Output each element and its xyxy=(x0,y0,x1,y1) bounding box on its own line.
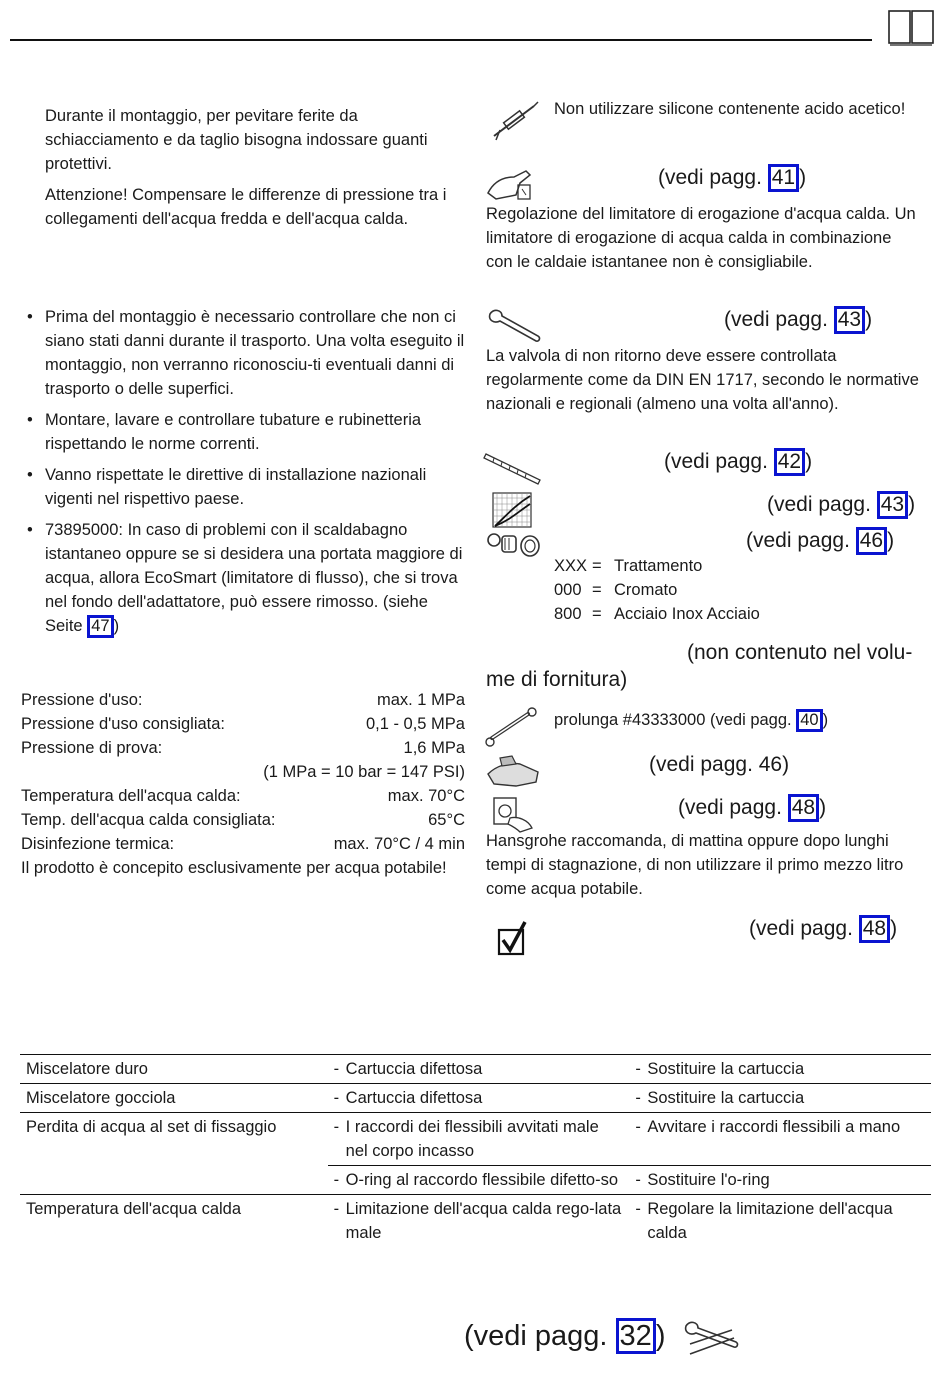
not-included-line-2: me di fornitura) xyxy=(486,668,628,691)
legend-name: Trattamento xyxy=(614,557,703,575)
page-ref-46[interactable]: 46 xyxy=(856,527,887,555)
spec-value: 0,1 - 0,5 MPa xyxy=(365,715,465,733)
page-ref-line-46 xyxy=(746,527,894,555)
ruler-icon xyxy=(484,450,542,486)
limiter-text: Regolazione del limitatore di erogazione d'acqua calda. Un limitatore di erogazione di acqua calda in combinazione con le caldaie istantanee non è consigliabile. xyxy=(486,205,916,271)
spec-label: Pressione d'uso consigliata: xyxy=(21,715,226,733)
problem-cell xyxy=(20,1166,328,1195)
extension-tool-icon xyxy=(486,708,542,750)
cause-text: Limitazione dell'acqua calda rego-lata male xyxy=(345,1200,622,1242)
close-paren: ) xyxy=(822,711,829,729)
spec-row xyxy=(21,760,465,784)
spec-row xyxy=(21,736,465,760)
extension-text: prolunga #43333000 (vedi pagg. xyxy=(554,711,797,729)
spec-label: Disinfezione termica: xyxy=(21,835,175,853)
remedy-cell: - Regolare la limitazione dell'acqua calda xyxy=(629,1195,931,1248)
table-row xyxy=(20,1055,931,1084)
list-item: • Prima del montaggio è necessario controllare che non ci siano stati danni durante il trasporto. Una volta eseguito il montaggio, non verranno riconosciu-ti eventuali danni di trasporto o delle superfici. xyxy=(21,305,467,401)
page-ref-42[interactable]: 42 xyxy=(774,448,805,476)
safety-text xyxy=(45,104,465,231)
remedy-cell: - Sostituire la cartuccia xyxy=(629,1084,931,1113)
page-ref-48[interactable]: 48 xyxy=(788,794,819,822)
table-row xyxy=(20,1166,931,1195)
page-ref-line-42 xyxy=(664,448,812,476)
legend-row xyxy=(554,554,854,578)
vedi-text: (vedi pagg. xyxy=(724,308,834,331)
safety-paragraph-gloves: Durante il montaggio, per pevitare ferite da schiacciamento e da taglio bisogna indossare guanti protettivi. xyxy=(45,107,428,173)
legend-code: 800 xyxy=(554,605,582,623)
potable-note: Il prodotto è concepito esclusivamente per acqua potabile! xyxy=(21,859,447,877)
cause-cell: - Limitazione dell'acqua calda rego-lata male xyxy=(328,1195,630,1248)
list-item xyxy=(21,518,467,638)
table-row xyxy=(20,1084,931,1113)
legend-row xyxy=(554,602,854,626)
page-ref-line-43a xyxy=(724,306,872,334)
close-paren: ) xyxy=(799,166,807,189)
spec-value: max. 70°C xyxy=(387,787,465,805)
page-ref-line-43b xyxy=(767,491,915,519)
legend-code: XXX xyxy=(554,557,588,575)
problem-cell: Temperatura dell'acqua calda xyxy=(20,1195,328,1248)
close-paren: ) xyxy=(887,529,895,552)
legend-name: Acciaio Inox Acciaio xyxy=(614,605,760,623)
spec-value: max. 70°C / 4 min xyxy=(333,835,465,853)
remedy-cell: - Avvitare i raccordi flessibili a mano xyxy=(629,1113,931,1166)
close-paren: ) xyxy=(865,308,873,331)
cause-text: O-ring al raccordo flessibile difetto-so xyxy=(345,1171,619,1189)
table-row xyxy=(20,1113,931,1166)
vedi-text: (vedi pagg. xyxy=(464,1320,616,1352)
page-ref-43[interactable]: 43 xyxy=(877,491,908,519)
cause-text: Cartuccia difettosa xyxy=(345,1089,483,1107)
remedy-text: Regolare la limitazione dell'acqua calda xyxy=(647,1200,893,1242)
cause-cell: - I raccordi dei flessibili avvitati male nel corpo incasso xyxy=(328,1113,630,1166)
spec-label: Temp. dell'acqua calda consigliata: xyxy=(21,811,276,829)
silicone-note: Non utilizzare silicone contenente acido acetico! xyxy=(554,100,906,118)
spec-row xyxy=(21,784,465,808)
close-paren: ) xyxy=(113,617,120,635)
spec-row xyxy=(21,808,465,832)
cleaning-page-ref: (vedi pagg. 46) xyxy=(649,753,790,776)
list-item: • Montare, lavare e controllare tubature e rubinetteria rispettando le norme correnti. xyxy=(21,408,467,456)
safety-paragraph-pressure: Attenzione! Compensare le differenze di pressione tra i collegamenti dell'acqua fredda e dell'acqua calda. xyxy=(45,186,447,228)
vedi-text: (vedi pagg. xyxy=(664,450,774,473)
hand-limiter-icon xyxy=(486,163,534,203)
cause-cell: - Cartuccia difettosa xyxy=(328,1084,630,1113)
vedi-text: (vedi pagg. xyxy=(767,493,877,516)
spec-row xyxy=(21,688,465,712)
vedi-text: (vedi pagg. xyxy=(749,917,859,940)
problem-cell: Perdita di acqua al set di fissaggio xyxy=(20,1113,328,1166)
cause-text: I raccordi dei flessibili avvitati male nel corpo incasso xyxy=(345,1118,599,1160)
close-paren: ) xyxy=(819,796,827,819)
spec-value: max. 1 MPa xyxy=(376,691,465,709)
page-ref-41[interactable]: 41 xyxy=(768,164,799,192)
page-ref-line-48b xyxy=(749,915,897,943)
list-item-text: 73895000: In caso di problemi con il scaldabagno istantaneo oppure se si desidera una portata maggiore di acqua, allora EcoSmart (limitatore di flusso), che si trova nel fondo dell'adattatore, può essere rimosso. (siehe Seite xyxy=(45,521,463,635)
flow-diagram-icon xyxy=(492,492,532,528)
legend-code: 000 xyxy=(554,581,582,599)
legend-equals: = xyxy=(592,605,602,623)
page-ref-line-48a xyxy=(678,794,826,822)
spec-label: Temperatura dell'acqua calda: xyxy=(21,787,241,805)
service-tools-icon xyxy=(684,1320,740,1356)
open-book-icon xyxy=(888,10,934,46)
legend-equals: = xyxy=(592,581,602,599)
page-ref-40[interactable]: 40 xyxy=(796,709,822,732)
spec-value: (1 MPa = 10 bar = 147 PSI) xyxy=(263,763,465,781)
spec-label: Pressione di prova: xyxy=(21,739,163,757)
legend-equals: = xyxy=(592,557,602,575)
page-ref-48[interactable]: 48 xyxy=(859,915,890,943)
problem-cell: Miscelatore gocciola xyxy=(20,1084,328,1113)
remedy-text: Sostituire la cartuccia xyxy=(647,1089,805,1107)
remedy-text: Sostituire la cartuccia xyxy=(647,1060,805,1078)
legend-name: Cromato xyxy=(614,581,678,599)
silicone-gun-icon xyxy=(490,100,540,142)
vedi-text: (vedi pagg. xyxy=(678,796,788,819)
vedi-text: (vedi pagg. xyxy=(658,166,768,189)
installation-notes xyxy=(21,305,467,645)
vedi-text: (vedi pagg. xyxy=(746,529,856,552)
page-ref-32[interactable]: 32 xyxy=(616,1318,656,1354)
close-paren: ) xyxy=(655,1320,666,1352)
remedy-text: Sostituire l'o-ring xyxy=(647,1171,770,1189)
remedy-cell: - Sostituire la cartuccia xyxy=(629,1055,931,1084)
problem-cell: Miscelatore duro xyxy=(20,1055,328,1084)
header-rule xyxy=(10,39,872,41)
legend-row xyxy=(554,578,854,602)
close-paren: ) xyxy=(805,450,813,473)
spec-value: 65°C xyxy=(428,811,465,829)
remedy-cell: - Sostituire l'o-ring xyxy=(629,1166,931,1195)
page-ref-43[interactable]: 43 xyxy=(834,306,865,334)
footer-page-ref xyxy=(464,1316,665,1356)
list-item: • Vanno rispettate le direttive di installazione nazionali vigenti nel rispettivo paese. xyxy=(21,463,467,511)
finish-legend xyxy=(554,554,854,626)
cause-cell: - Cartuccia difettosa xyxy=(328,1055,630,1084)
spec-row xyxy=(21,832,465,856)
table-row xyxy=(20,1195,931,1248)
not-included-line-1: (non contenuto nel volu- xyxy=(687,641,913,664)
page-ref-line-41 xyxy=(658,164,806,192)
checkbox-icon xyxy=(497,920,529,956)
troubleshooting-table xyxy=(20,1054,931,1247)
water-tap-test-icon xyxy=(488,794,536,834)
technical-data xyxy=(21,688,465,880)
spec-row xyxy=(21,712,465,736)
extension-line xyxy=(554,708,828,732)
cause-cell: - O-ring al raccordo flessibile difetto-so xyxy=(328,1166,630,1195)
hansgrohe-recommendation: Hansgrohe raccomanda, di mattina oppure dopo lunghi tempi di stagnazione, di non utilizzare il primo mezzo litro come acqua potabile. xyxy=(486,832,904,898)
spec-value: 1,6 MPa xyxy=(403,739,465,757)
wrench-icon xyxy=(486,308,542,344)
close-paren: ) xyxy=(908,493,916,516)
page-ref-47[interactable]: 47 xyxy=(87,615,113,638)
close-paren: ) xyxy=(890,917,898,940)
cause-text: Cartuccia difettosa xyxy=(345,1060,483,1078)
valve-text: La valvola di non ritorno deve essere controllata regolarmente come da DIN EN 1717, secondo le normative nazionali e regionali (almeno una volta all'anno). xyxy=(486,347,919,413)
spare-parts-icon xyxy=(486,530,542,566)
cleaning-hand-icon xyxy=(486,752,542,790)
spec-label: Pressione d'uso: xyxy=(21,691,143,709)
remedy-text: Avvitare i raccordi flessibili a mano xyxy=(647,1118,901,1136)
